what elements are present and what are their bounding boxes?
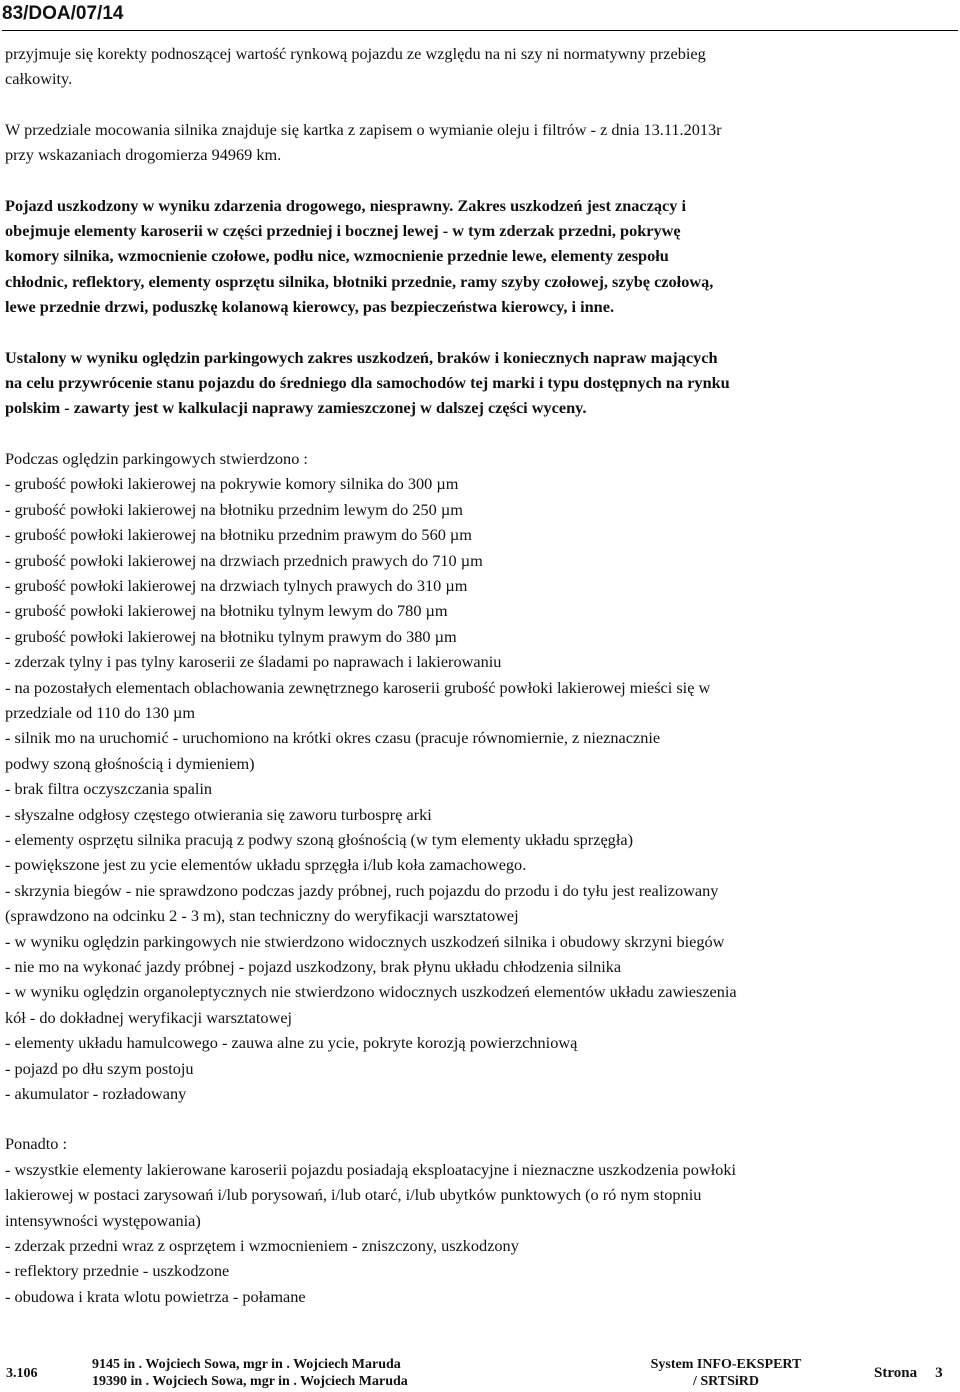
list-item: (sprawdzono na odcinku 2 - 3 m), stan techniczny do weryfikacji warsztatowej [5, 906, 519, 926]
text-line: chłodnic, reflektory, elementy osprzętu silnika, błotniki przednie, ramy szyby czołowej, szybę czołową, [5, 271, 714, 291]
list-item: - grubość powłoki lakierowej na drzwiach tylnych prawych do 310 µm [5, 575, 468, 595]
list-item: intensywności występowania) [5, 1210, 201, 1230]
text-line: polskim - zawarty jest w kalkulacji naprawy zamieszczonej w dalszej części wyceny. [5, 398, 587, 418]
list-item: - wszystkie elementy lakierowane karoserii pojazdu posiadają eksploatacyjne i nieznaczne uszkodzenia powłoki [5, 1159, 737, 1179]
footer-page-indicator [874, 1365, 943, 1382]
list-item: - grubość powłoki lakierowej na błotniku przednim prawym do 560 µm [5, 525, 472, 545]
section-heading: Ponadto : [5, 1134, 67, 1154]
page-header [2, 0, 958, 31]
additional-findings [5, 1131, 955, 1309]
list-item: lakierowej w postaci zarysowań i/lub porysowań, i/lub otarć, i/lub ubytków punktowych (o ró nym stopniu [5, 1185, 702, 1205]
list-item: - akumulator - rozładowany [5, 1084, 187, 1104]
list-item: - zderzak przedni wraz z osprzętem i wzmocnieniem - zniszczony, uszkodzony [5, 1236, 519, 1256]
text-line: Pojazd uszkodzony w wyniku zdarzenia drogowego, niesprawny. Zakres uszkodzeń jest znaczący i [5, 195, 686, 215]
list-item: - brak filtra oczyszczania spalin [5, 779, 213, 799]
footer-author-line: 9145 in . Wojciech Sowa, mgr in . Wojciech Maruda [92, 1357, 401, 1372]
footer-version: 3.106 [6, 1366, 38, 1381]
footer-system-name: System INFO-EKSPERT [650, 1357, 802, 1372]
inspection-findings [5, 446, 955, 1107]
oil-change-paragraph [5, 117, 955, 168]
list-item: - grubość powłoki lakierowej na drzwiach przednich prawych do 710 µm [5, 550, 483, 570]
page-number: 3 [935, 1365, 943, 1381]
list-item: - grubość powłoki lakierowej na błotniku przednim lewym do 250 µm [5, 499, 463, 519]
page-label: Strona [874, 1365, 918, 1381]
list-item: - silnik mo na uruchomić - uruchomiono na krótki okres czasu (pracuje równomiernie, z nieznacznie [5, 728, 661, 748]
list-item: - w wyniku oględzin organoleptycznych nie stwierdzono widocznych uszkodzeń elementów układu zawieszenia [5, 982, 737, 1002]
list-item: - słyszalne odgłosy częstego otwierania się zaworu turbosprę arki [5, 804, 432, 824]
list-item: przedziale od 110 do 130 µm [5, 702, 196, 722]
text-line: przy wskazaniach drogomierza 94969 km. [5, 145, 282, 165]
list-item: kół - do dokładnej weryfikacji warsztatowej [5, 1007, 293, 1027]
page-footer [0, 1352, 960, 1392]
list-item: - elementy układu hamulcowego - zauwa alne zu ycie, pokryte korozją powierzchniową [5, 1033, 578, 1053]
text-line: obejmuje elementy karoserii w części przedniej i bocznej lewej - w tym zderzak przedni, pokrywę [5, 221, 681, 241]
list-item: - powiększone jest zu ycie elementów układu sprzęgła i/lub koła zamachowego. [5, 855, 527, 875]
list-item: - zderzak tylny i pas tylny karoserii ze śladami po naprawach i lakierowaniu [5, 652, 502, 672]
list-item: - reflektory przednie - uszkodzone [5, 1261, 230, 1281]
list-item: - obudowa i krata wlotu powietrza - połamane [5, 1286, 306, 1306]
list-item: - grubość powłoki lakierowej na błotniku tylnym lewym do 780 µm [5, 601, 448, 621]
text-line: całkowity. [5, 69, 73, 89]
list-item: - na pozostałych elementach oblachowania zewnętrznego karoserii grubość powłoki lakierowej mieści się w [5, 677, 711, 697]
footer-system-org: / SRTSiRD [692, 1374, 760, 1389]
list-item: - grubość powłoki lakierowej na błotniku tylnym prawym do 380 µm [5, 626, 457, 646]
text-line: W przedziale mocowania silnika znajduje się kartka z zapisem o wymianie oleju i filtrów - z dnia 13.11.2013r [5, 119, 722, 139]
list-item: podwy szoną głośnością i dymieniem) [5, 753, 255, 773]
list-item: - grubość powłoki lakierowej na pokrywie komory silnika do 300 µm [5, 474, 459, 494]
list-item: - elementy osprzętu silnika pracują z podwy szoną głośnością (w tym elementy układu sprzęgła) [5, 829, 633, 849]
text-line: Ustalony w wyniku oględzin parkingowych zakres uszkodzeń, braków i koniecznych napraw mających [5, 347, 718, 367]
text-line: komory silnika, wzmocnienie czołowe, podłu nice, wzmocnienie przednie lewe, elementy zespołu [5, 246, 669, 266]
text-line: lewe przednie drzwi, poduszkę kolanową kierowcy, pas bezpieczeństwa kierowcy, i inne. [5, 297, 615, 317]
footer-authors [92, 1356, 408, 1390]
section-heading: Podczas oględzin parkingowych stwierdzono : [5, 448, 308, 468]
list-item: - skrzynia biegów - nie sprawdzono podczas jazdy próbnej, ruch pojazdu do przodu i do tyłu jest realizowany [5, 880, 719, 900]
established-scope-paragraph [5, 345, 955, 421]
list-item: - nie mo na wykonać jazdy próbnej - pojazd uszkodzony, brak płynu układu chłodzenia silnika [5, 957, 622, 976]
list-item: - w wyniku oględzin parkingowych nie stwierdzono widocznych uszkodzeń silnika i obudowy skrzyni biegów [5, 931, 725, 951]
intro-paragraph [5, 41, 955, 92]
text-line: na celu przywrócenie stanu pojazdu do średniego dla samochodów tej marki i typu dostępnych na rynku [5, 373, 730, 393]
text-line: przyjmuje się korekty podnoszącej wartość rynkową pojazdu ze względu na ni szy ni normatywny przebieg [5, 44, 706, 63]
footer-system [641, 1356, 811, 1390]
list-item: - pojazd po dłu szym postoju [5, 1058, 194, 1078]
footer-author-line: 19390 in . Wojciech Sowa, mgr in . Wojciech Maruda [92, 1374, 408, 1389]
document-id: 83/DOA/07/14 [2, 3, 124, 24]
damage-paragraph [5, 193, 955, 320]
document-body [5, 41, 955, 1309]
